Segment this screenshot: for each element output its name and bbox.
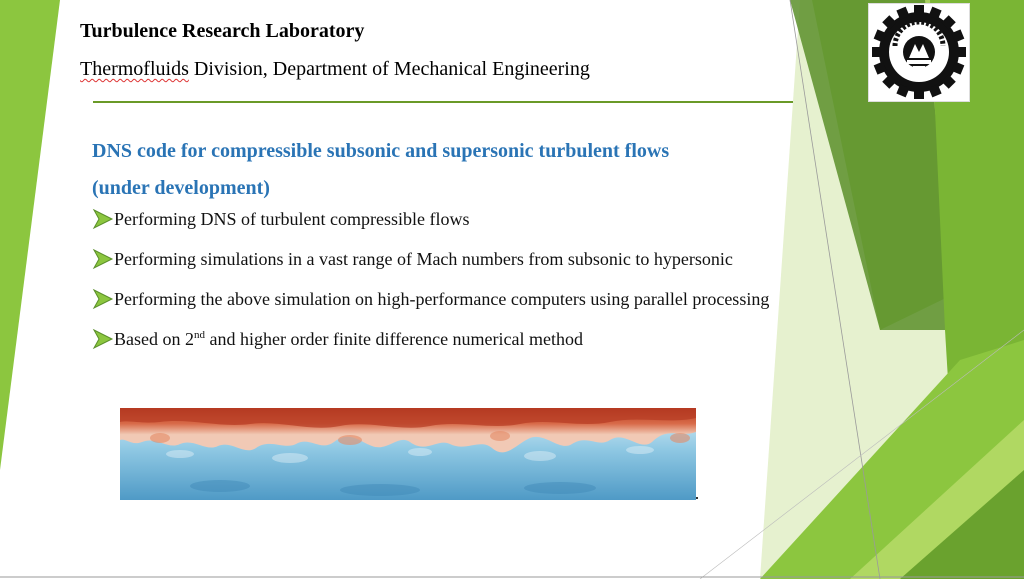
lab-title: Turbulence Research Laboratory: [80, 20, 365, 42]
arrow-bullet-icon: [92, 208, 114, 230]
bullet-text: Performing the above simulation on high-performance computers using parallel processing: [114, 289, 770, 309]
section-heading: [92, 133, 669, 207]
division-rest: Division, Department of Mechanical Engineering: [188, 58, 590, 80]
heading-line-2: (under development): [92, 177, 270, 199]
bullet-text: Performing DNS of turbulent compressible flows: [114, 209, 470, 229]
arrow-bullet-icon: [92, 248, 114, 270]
bullet-item: [92, 288, 769, 328]
division-word: Thermofluids: [80, 58, 189, 80]
arrow-bullet-icon: [92, 328, 114, 350]
bullet-text: [114, 328, 583, 350]
bullet4-before: Based on 2: [114, 329, 194, 349]
bullet-item: [92, 208, 769, 248]
heading-line-1: DNS code for compressible subsonic and supersonic turbulent flows: [92, 140, 670, 162]
bullet4-sup: nd: [194, 329, 205, 341]
figure-dot: [696, 497, 698, 499]
left-green-wedge: [0, 0, 60, 470]
turbulent-flow-contour-image: [120, 408, 696, 500]
university-gear-logo-icon: [868, 3, 970, 102]
bullet-item: [92, 248, 769, 288]
division-line: [80, 58, 590, 81]
arrow-bullet-icon: [92, 288, 114, 310]
bullet-text: Performing simulations in a vast range of Mach numbers from subsonic to hypersonic: [114, 249, 733, 269]
bullet-list: [92, 208, 769, 368]
bullet-item: [92, 328, 769, 368]
header-rule: [93, 101, 793, 103]
bullet4-after: and higher order finite difference numerical method: [205, 329, 584, 349]
